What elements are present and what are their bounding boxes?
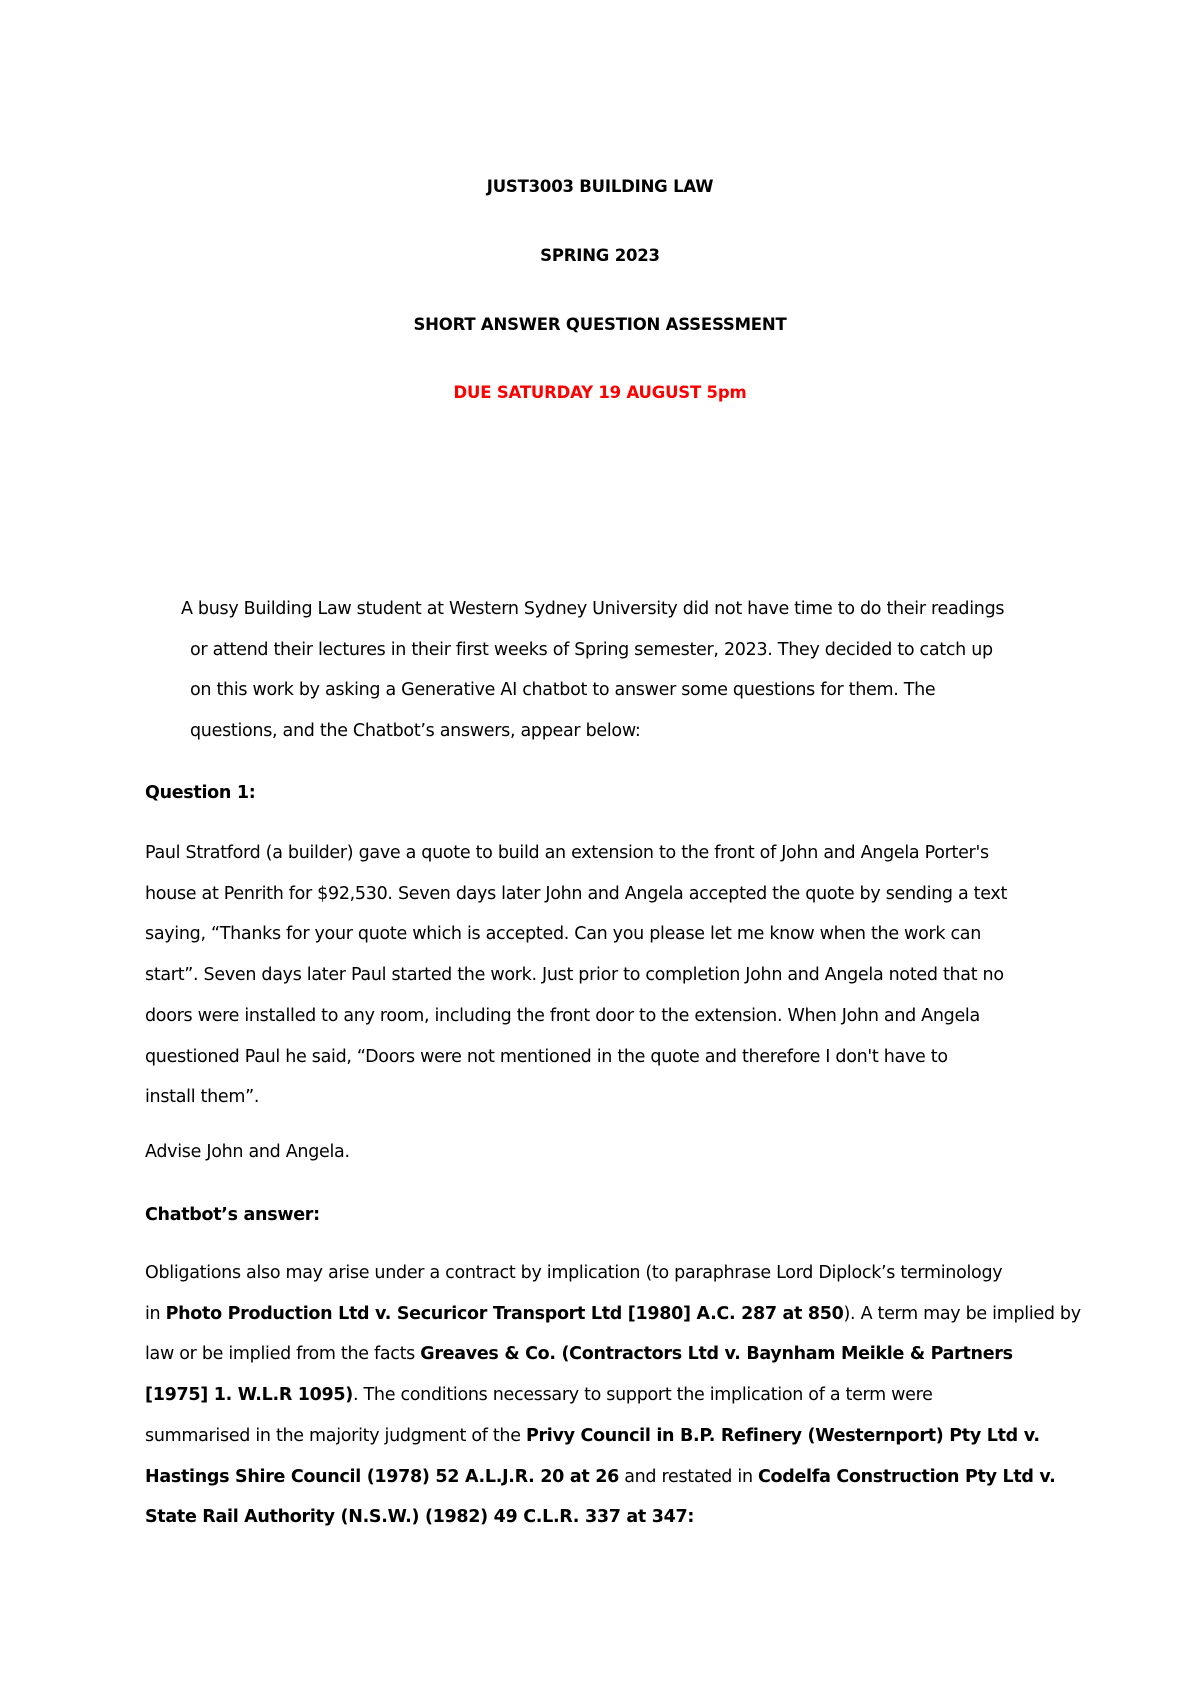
question-1-text xyxy=(145,833,1075,1118)
question-line: questioned Paul he said, “Doors were not mentioned in the quote and therefore I don't have to xyxy=(145,1046,948,1067)
answer-line xyxy=(145,1416,1075,1457)
answer-text: summarised in the majority judgment of the xyxy=(145,1425,526,1446)
answer-text: law or be implied from the facts xyxy=(145,1344,421,1365)
chatbot-answer-heading: Chatbot’s answer: xyxy=(145,1205,320,1225)
question-line: house at Penrith for $92,530. Seven days later John and Angela accepted the quote by sending a text xyxy=(145,883,1008,904)
answer-line xyxy=(145,1253,1075,1294)
question-line: saying, “Thanks for your quote which is accepted. Can you please let me know when the work can xyxy=(145,924,982,945)
intro-line: questions, and the Chatbot’s answers, appear below: xyxy=(190,721,641,742)
intro-paragraph xyxy=(181,589,1061,752)
question-line: install them”. xyxy=(145,1087,260,1108)
answer-text: Obligations also may arise under a contract by implication (to paraphrase Lord Diplock’s terminology xyxy=(145,1263,1003,1283)
intro-line: or attend their lectures in their first weeks of Spring semester, 2023. They decided to catch up xyxy=(190,639,993,660)
answer-text: in xyxy=(145,1303,166,1324)
assessment-title: SHORT ANSWER QUESTION ASSESSMENT xyxy=(413,315,787,334)
answer-line xyxy=(145,1294,1081,1335)
case-citation: Privy Council in B.P. Refinery (Westernport) Pty Ltd v. xyxy=(525,1425,1040,1446)
answer-line xyxy=(145,1457,1075,1498)
answer-line xyxy=(145,1375,1075,1416)
answer-text: ). A term may be implied by xyxy=(843,1303,1081,1324)
question-line: start”. Seven days later Paul started the work. Just prior to completion John and Angela noted that no xyxy=(145,965,1004,986)
answer-text: and restated in xyxy=(618,1466,758,1487)
due-date: DUE SATURDAY 19 AUGUST 5pm xyxy=(453,383,747,402)
advise-prompt: Advise John and Angela. xyxy=(145,1142,350,1162)
case-citation: Codelfa Construction Pty Ltd v. xyxy=(758,1466,1056,1487)
chatbot-answer-text xyxy=(145,1253,1081,1538)
answer-line xyxy=(145,1497,1075,1538)
question-line: doors were installed to any room, including the front door to the extension. When John and Angela xyxy=(145,1005,980,1026)
answer-text: . The conditions necessary to support the implication of a term were xyxy=(353,1385,933,1406)
course-title: JUST3003 BUILDING LAW xyxy=(486,177,714,196)
intro-line: A busy Building Law student at Western Sydney University did not have time to do their readings xyxy=(181,599,1005,619)
question-line: Paul Stratford (a builder) gave a quote to build an extension to the front of John and Angela Porter's xyxy=(145,843,989,863)
case-citation: [1975] 1. W.L.R 1095) xyxy=(145,1385,354,1406)
case-citation: Photo Production Ltd v. Securicor Transport Ltd [1980] A.C. 287 at 850 xyxy=(165,1303,844,1324)
question-1-heading: Question 1: xyxy=(145,783,256,803)
answer-line xyxy=(145,1334,1075,1375)
intro-line: on this work by asking a Generative AI chatbot to answer some questions for them. The xyxy=(190,680,936,701)
case-citation: Hastings Shire Council (1978) 52 A.L.J.R. 20 at 26 xyxy=(145,1466,619,1487)
case-citation: Greaves & Co. (Contractors Ltd v. Baynham Meikle & Partners xyxy=(420,1344,1013,1365)
semester-label: SPRING 2023 xyxy=(540,246,660,265)
case-citation: State Rail Authority (N.S.W.) (1982) 49 C.L.R. 337 at 347: xyxy=(145,1507,695,1528)
